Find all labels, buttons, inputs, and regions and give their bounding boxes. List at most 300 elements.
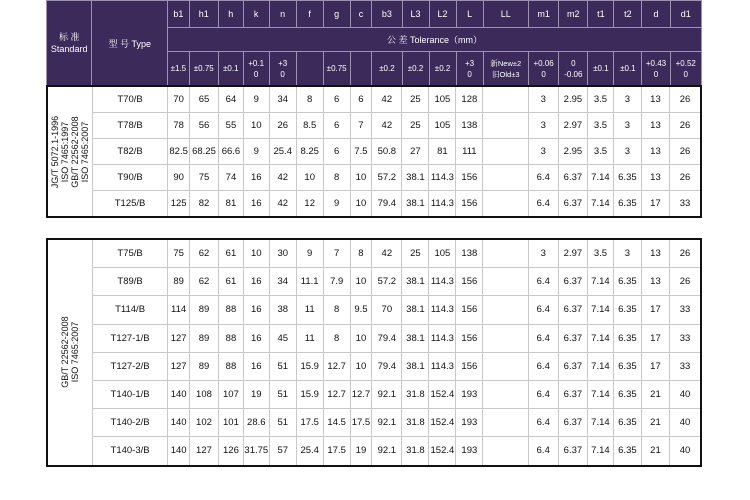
value-cell: 12.7	[350, 380, 372, 408]
value-cell: 105	[429, 239, 456, 268]
value-cell: 156	[456, 268, 483, 296]
value-cell: 57.2	[372, 268, 402, 296]
value-cell	[483, 409, 528, 437]
table-row	[47, 437, 701, 466]
tolerance-value: 旧Old±3	[492, 69, 520, 79]
value-cell: 13	[641, 113, 669, 139]
value-cell: 55	[219, 113, 244, 139]
value-cell: 7.14	[587, 165, 613, 191]
table-row	[47, 113, 701, 139]
value-cell: 114.3	[429, 324, 456, 352]
value-cell: 6.35	[613, 268, 641, 296]
value-cell: 11	[296, 324, 323, 352]
value-cell: 17.5	[323, 437, 350, 466]
value-cell: 7.14	[587, 380, 613, 408]
tolerance-cell	[189, 52, 218, 86]
value-cell: 8	[296, 86, 323, 113]
value-cell: 26	[669, 139, 701, 165]
value-cell: 26	[669, 113, 701, 139]
tolerance-value: +0.1	[248, 58, 265, 68]
value-cell: 9	[243, 86, 269, 113]
value-cell: 6.35	[613, 409, 641, 437]
value-cell: 33	[669, 296, 701, 324]
tolerance-value: ±0.2	[434, 64, 451, 73]
type-cell: T114/B	[92, 296, 168, 324]
standard-code: ISO 7465:2007	[79, 121, 90, 182]
value-cell: 82	[189, 191, 218, 218]
tolerance-value: ±0.75	[326, 64, 347, 73]
value-cell: 3.5	[587, 139, 613, 165]
value-cell: 6.37	[558, 352, 587, 380]
value-cell: 50.8	[372, 139, 402, 165]
value-cell: 17	[641, 324, 669, 352]
value-cell: 6.4	[528, 352, 558, 380]
value-cell	[483, 437, 528, 466]
value-cell: 90	[168, 165, 190, 191]
value-cell: 66.6	[219, 139, 244, 165]
column-header-h1: h1	[189, 1, 218, 28]
table-row	[47, 409, 701, 437]
value-cell: 19	[243, 380, 269, 408]
value-cell: 2.97	[558, 113, 587, 139]
tolerance-table	[46, 0, 702, 86]
value-cell: 6.35	[613, 437, 641, 466]
column-header-f: f	[296, 1, 323, 28]
value-cell: 40	[669, 380, 701, 408]
table-row	[47, 380, 701, 408]
tolerance-value: ±0.1	[620, 64, 636, 73]
value-cell: 3	[613, 239, 641, 268]
value-cell: 7.14	[587, 409, 613, 437]
value-cell: 51	[269, 380, 296, 408]
value-cell: 102	[189, 409, 218, 437]
value-cell: 57	[269, 437, 296, 466]
type-cell: T90/B	[92, 165, 168, 191]
type-header: 型 号 Type	[92, 1, 168, 86]
value-cell: 6.37	[558, 324, 587, 352]
value-cell: 92.1	[372, 437, 402, 466]
tolerance-cell	[642, 52, 670, 86]
value-cell: 193	[456, 437, 483, 466]
value-cell: 3.5	[587, 113, 613, 139]
tolerance-cell	[559, 52, 588, 86]
value-cell: 62	[189, 268, 218, 296]
tolerance-value: 0	[541, 69, 546, 79]
standard-en: Standard	[50, 44, 88, 54]
value-cell: 193	[456, 380, 483, 408]
value-cell: 10	[350, 352, 372, 380]
value-cell: 3	[613, 86, 641, 113]
value-cell: 42	[372, 86, 402, 113]
value-cell: 10	[243, 113, 269, 139]
column-header-t2: t2	[614, 1, 642, 28]
value-cell: 12.7	[323, 380, 350, 408]
tolerance-cell	[614, 52, 642, 86]
value-cell: 127	[168, 324, 190, 352]
value-cell: 111	[456, 139, 483, 165]
value-cell: 6.37	[558, 437, 587, 466]
tolerance-cell	[429, 52, 456, 86]
type-cell: T78/B	[92, 113, 168, 139]
value-cell: 6.37	[558, 296, 587, 324]
value-cell: 9.5	[350, 296, 372, 324]
value-cell: 10	[296, 165, 323, 191]
value-cell: 88	[219, 296, 244, 324]
value-cell: 38.1	[402, 165, 429, 191]
value-cell: 79.4	[372, 324, 402, 352]
value-cell: 89	[168, 268, 190, 296]
tolerance-header: 公 差 Tolerance（mm）	[168, 28, 702, 52]
table-row	[47, 239, 701, 268]
value-cell: 89	[189, 324, 218, 352]
standard-code: GB/T 22562-2008	[69, 115, 80, 188]
tolerance-value: 0	[280, 69, 285, 79]
value-cell: 92.1	[372, 409, 402, 437]
value-cell: 105	[429, 86, 456, 113]
value-cell: 3.5	[587, 86, 613, 113]
tolerance-value: +0.52	[675, 58, 696, 68]
value-cell: 156	[456, 296, 483, 324]
value-cell: 140	[168, 437, 190, 466]
value-cell: 21	[641, 409, 669, 437]
value-cell: 6.37	[558, 380, 587, 408]
type-cell: T75/B	[92, 239, 168, 268]
section-2-table	[46, 238, 702, 467]
value-cell: 30	[269, 239, 296, 268]
value-cell: 101	[219, 409, 244, 437]
value-cell: 10	[350, 191, 372, 218]
value-cell: 34	[269, 268, 296, 296]
type-cell: T140-2/B	[92, 409, 168, 437]
value-cell: 38.1	[402, 191, 429, 218]
value-cell: 88	[219, 324, 244, 352]
value-cell: 6.35	[613, 296, 641, 324]
value-cell: 75	[189, 165, 218, 191]
value-cell: 16	[243, 352, 269, 380]
tolerance-cell	[296, 52, 323, 86]
standard-code: JG/T 5072.1-1996	[49, 115, 60, 188]
value-cell: 33	[669, 324, 701, 352]
value-cell: 21	[641, 380, 669, 408]
value-cell	[483, 191, 528, 218]
value-cell: 13	[641, 239, 669, 268]
value-cell: 16	[243, 165, 269, 191]
value-cell: 156	[456, 324, 483, 352]
value-cell: 138	[456, 239, 483, 268]
standard-cn: 标 准	[58, 32, 80, 42]
value-cell: 152.4	[429, 380, 456, 408]
value-cell: 56	[189, 113, 218, 139]
value-cell: 31.8	[402, 409, 429, 437]
value-cell: 26	[669, 239, 701, 268]
table-header	[47, 1, 702, 86]
value-cell: 6	[323, 86, 350, 113]
value-cell: 2.95	[558, 139, 587, 165]
value-cell: 10	[350, 165, 372, 191]
tolerance-cell	[243, 52, 269, 86]
value-cell: 14.5	[323, 409, 350, 437]
value-cell: 89	[189, 296, 218, 324]
value-cell: 78	[168, 113, 190, 139]
value-cell: 25	[402, 113, 429, 139]
tolerance-cell	[456, 52, 483, 86]
value-cell: 152.4	[429, 437, 456, 466]
value-cell: 25.4	[269, 139, 296, 165]
value-cell	[483, 139, 528, 165]
value-cell	[483, 352, 528, 380]
value-cell: 34	[269, 86, 296, 113]
tolerance-cell	[350, 52, 372, 86]
tolerance-value: 0	[253, 69, 259, 79]
column-header-m1: m1	[528, 1, 558, 28]
value-cell: 38.1	[402, 352, 429, 380]
value-cell: 19	[350, 437, 372, 466]
value-cell: 156	[456, 352, 483, 380]
value-cell: 6.35	[613, 324, 641, 352]
value-cell	[483, 296, 528, 324]
tolerance-value: +0.06	[533, 58, 554, 68]
value-cell: 15.9	[296, 380, 323, 408]
value-cell: 193	[456, 409, 483, 437]
value-cell: 89	[189, 352, 218, 380]
value-cell: 61	[219, 239, 244, 268]
value-cell: 68.25	[189, 139, 218, 165]
type-cell: T127-1/B	[92, 324, 168, 352]
type-cell: T140-3/B	[92, 437, 168, 466]
value-cell: 17	[641, 191, 669, 218]
column-header-l: L	[456, 1, 483, 28]
column-header-d1: d1	[670, 1, 701, 28]
value-cell: 6.4	[528, 268, 558, 296]
value-cell	[483, 380, 528, 408]
table-row	[47, 324, 701, 352]
tolerance-cell	[528, 52, 558, 86]
value-cell: 6.4	[528, 165, 558, 191]
tolerance-value: ±1.5	[170, 64, 187, 73]
value-cell: 70	[372, 296, 402, 324]
value-cell: 8	[323, 296, 350, 324]
value-cell: 6.37	[558, 409, 587, 437]
tolerance-cell	[323, 52, 350, 86]
value-cell: 11	[296, 296, 323, 324]
tolerance-value: ±0.2	[407, 64, 424, 73]
value-cell: 25	[402, 239, 429, 268]
value-cell: 40	[669, 437, 701, 466]
value-cell: 42	[269, 165, 296, 191]
value-cell: 105	[429, 113, 456, 139]
value-cell: 42	[372, 113, 402, 139]
tolerance-value: 新New±2	[490, 58, 522, 68]
column-header-ll: LL	[483, 1, 528, 28]
value-cell: 6.37	[558, 191, 587, 218]
value-cell: 92.1	[372, 380, 402, 408]
value-cell: 75	[168, 239, 190, 268]
value-cell: 6.4	[528, 296, 558, 324]
value-cell: 70	[168, 86, 190, 113]
value-cell: 10	[350, 268, 372, 296]
value-cell: 114.3	[429, 191, 456, 218]
value-cell: 17	[641, 352, 669, 380]
value-cell: 114.3	[429, 296, 456, 324]
value-cell: 82.5	[168, 139, 190, 165]
type-cell: T127-2/B	[92, 352, 168, 380]
value-cell: 6.4	[528, 191, 558, 218]
value-cell: 51	[269, 352, 296, 380]
tolerance-value: +3	[465, 58, 475, 68]
value-cell: 17.5	[296, 409, 323, 437]
value-cell: 128	[456, 86, 483, 113]
value-cell: 38.1	[402, 268, 429, 296]
value-cell: 12	[296, 191, 323, 218]
value-cell: 8.5	[296, 113, 323, 139]
value-cell: 6.37	[558, 165, 587, 191]
value-cell: 27	[402, 139, 429, 165]
column-header-c: c	[350, 1, 372, 28]
value-cell: 42	[269, 191, 296, 218]
value-cell: 8	[350, 239, 372, 268]
value-cell: 6.4	[528, 324, 558, 352]
value-cell: 6	[323, 139, 350, 165]
value-cell: 114	[168, 296, 190, 324]
value-cell: 156	[456, 165, 483, 191]
value-cell: 15.9	[296, 352, 323, 380]
table-row	[47, 165, 701, 191]
value-cell: 8	[323, 165, 350, 191]
value-cell: 31.75	[243, 437, 269, 466]
value-cell: 3	[613, 139, 641, 165]
tolerance-value: ±0.1	[593, 64, 609, 73]
value-cell: 7.14	[587, 352, 613, 380]
value-cell: 79.4	[372, 352, 402, 380]
value-cell: 7.9	[323, 268, 350, 296]
tolerance-value: +0.43	[645, 58, 667, 68]
value-cell	[483, 165, 528, 191]
value-cell: 81	[429, 139, 456, 165]
value-cell: 107	[219, 380, 244, 408]
value-cell: 26	[669, 165, 701, 191]
value-cell: 13	[641, 165, 669, 191]
value-cell: 25.4	[296, 437, 323, 466]
value-cell: 65	[189, 86, 218, 113]
value-cell	[483, 268, 528, 296]
value-cell: 61	[219, 268, 244, 296]
value-cell: 26	[669, 86, 701, 113]
value-cell: 2.95	[558, 86, 587, 113]
column-header-n: n	[269, 1, 296, 28]
standard-cell	[47, 86, 92, 217]
value-cell: 74	[219, 165, 244, 191]
value-cell: 33	[669, 352, 701, 380]
value-cell: 127	[168, 352, 190, 380]
column-header-k: k	[243, 1, 269, 28]
value-cell: 6.4	[528, 409, 558, 437]
tolerance-value: 0	[467, 69, 472, 79]
tolerance-value: +3	[278, 58, 288, 68]
value-cell: 9	[296, 239, 323, 268]
value-cell: 7.14	[587, 191, 613, 218]
value-cell: 138	[456, 113, 483, 139]
tolerance-value: 0	[683, 69, 688, 79]
type-cell: T89/B	[92, 268, 168, 296]
value-cell: 38	[269, 296, 296, 324]
value-cell: 13	[641, 268, 669, 296]
value-cell: 140	[168, 380, 190, 408]
type-cell: T125/B	[92, 191, 168, 218]
value-cell: 8	[323, 324, 350, 352]
value-cell: 38.1	[402, 296, 429, 324]
value-cell: 16	[243, 268, 269, 296]
type-cell: T82/B	[92, 139, 168, 165]
standard-code: GB/T 22562-2008	[59, 316, 70, 388]
value-cell: 57.2	[372, 165, 402, 191]
tolerance-cell	[168, 52, 190, 86]
value-cell: 62	[189, 239, 218, 268]
value-cell: 127	[189, 437, 218, 466]
value-cell: 7.14	[587, 296, 613, 324]
value-cell	[483, 113, 528, 139]
value-cell: 42	[372, 239, 402, 268]
value-cell: 152.4	[429, 409, 456, 437]
value-cell: 3	[528, 239, 558, 268]
value-cell: 16	[243, 191, 269, 218]
table-row	[47, 296, 701, 324]
value-cell: 9	[323, 191, 350, 218]
value-cell: 2.97	[558, 239, 587, 268]
value-cell: 114.3	[429, 352, 456, 380]
column-header-g: g	[323, 1, 350, 28]
column-header-h: h	[218, 1, 243, 28]
value-cell: 25	[402, 86, 429, 113]
value-cell: 17	[641, 296, 669, 324]
value-cell: 81	[219, 191, 244, 218]
value-cell: 12.7	[323, 352, 350, 380]
standard-codes	[60, 317, 80, 388]
value-cell: 16	[243, 324, 269, 352]
value-cell: 45	[269, 324, 296, 352]
value-cell: 6	[323, 113, 350, 139]
value-cell: 114.3	[429, 268, 456, 296]
tolerance-cell	[670, 52, 701, 86]
tolerance-cell	[269, 52, 296, 86]
column-header-d: d	[642, 1, 670, 28]
value-cell: 31.8	[402, 380, 429, 408]
table-row	[47, 352, 701, 380]
value-cell: 16	[243, 296, 269, 324]
tolerance-cell	[588, 52, 614, 86]
value-cell: 7.14	[587, 324, 613, 352]
column-header-l3: L3	[402, 1, 429, 28]
column-header-b1: b1	[168, 1, 190, 28]
column-header-l2: L2	[429, 1, 456, 28]
type-cell: T140-1/B	[92, 380, 168, 408]
value-cell: 88	[219, 352, 244, 380]
tolerance-value: ±0.2	[379, 64, 395, 73]
value-cell: 6.4	[528, 437, 558, 466]
value-cell: 10	[243, 239, 269, 268]
value-cell: 6.4	[528, 380, 558, 408]
value-cell: 64	[219, 86, 244, 113]
value-cell: 6.35	[613, 380, 641, 408]
value-cell: 6.35	[613, 165, 641, 191]
value-cell: 108	[189, 380, 218, 408]
value-cell	[483, 86, 528, 113]
value-cell: 156	[456, 191, 483, 218]
tolerance-value: 0	[571, 58, 576, 68]
value-cell: 3.5	[587, 239, 613, 268]
value-cell: 7.14	[587, 437, 613, 466]
tolerance-cell	[218, 52, 243, 86]
standard-code: ISO 7465:2007	[69, 321, 80, 383]
